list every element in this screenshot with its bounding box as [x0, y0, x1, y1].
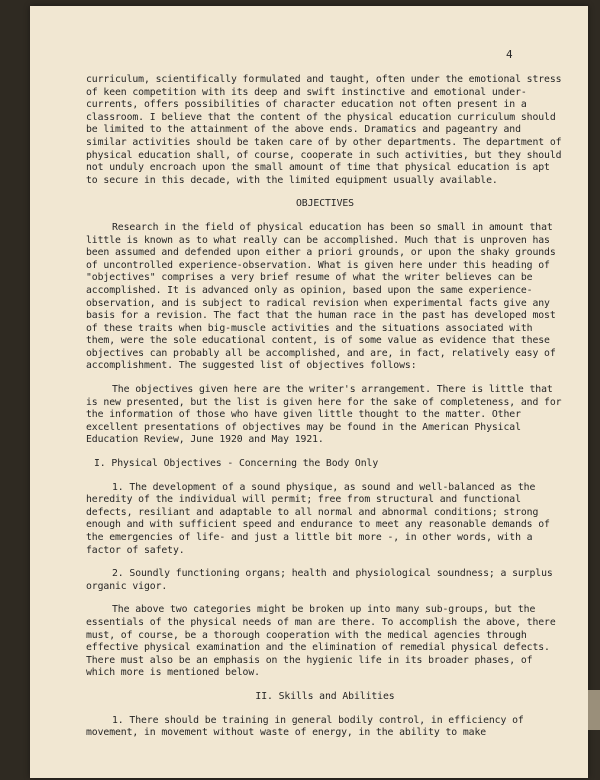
- section-heading-skills: II. Skills and Abilities: [255, 690, 395, 702]
- section-heading-objectives: OBJECTIVES: [296, 198, 354, 210]
- paragraph: The above two categories might be broken up into many sub-groups, but the essentials of the physical needs of man are there. To accomplish the above, there must, of course, be a thorough cooperation with the medical agencies through effective physical examination and the elimination of remedial physical defects. There must also be an emphasis on the hygienic life in its broader phases, of which more is mentioned below.: [86, 604, 556, 679]
- paragraph: Research in the field of physical education has been so small in amount that little is known as to what really can be accomplished. Much that is unproven has been assumed and defended upon either a priori grounds, or upon the shaky grounds of uncontrolled experience-observation. What is given here under this heading of "objectives" comprises a very brief resume of what the writer believes can be accomplished. It is advanced only as opinion, based upon the same experience-observation, and is subject to radical revision when experimental facts give any basis for a revision. The fact that the human race in the past has developed most of these traits when big-muscle activities and the situations associated with them, were the sole educational content, is of some value as evidence that these objectives can probably all be accomplished, and are, in fact, relatively easy of accomplishment. The suggested list of objectives follows:: [86, 221, 556, 372]
- page-number: 4: [506, 48, 513, 61]
- paragraph: The objectives given here are the writer's arrangement. There is little that is new presented, but the list is given here for the sake of completeness, and for the information of those who have given little thought to the matter. Other excellent presentations of objectives may be found in the American Physical Education Review, June 1920 and May 1921.: [86, 384, 562, 446]
- list-item: 1. The development of a sound physique, as sound and well-balanced as the heredity of the individual will permit; free from structural and functional defects, resiliant and adaptable to all normal and abnormal conditions; strong enough and with sufficient speed and endurance to meet any reasonable demands of the emergencies of life- and just a little bit more -, in other words, with a factor of safety.: [86, 481, 550, 556]
- document-page: [30, 6, 588, 778]
- adjacent-page-edge: [588, 690, 600, 730]
- page-body: [86, 74, 564, 751]
- list-item: 1. There should be training in general bodily control, in efficiency of movement, in movement without waste of energy, in the ability to make: [86, 714, 524, 739]
- paragraph: curriculum, scientifically formulated and taught, often under the emotional stress of keen competition with its deep and swift instinctive and emotional under-currents, offers possibilities of character education not often present in a classroom. I believe that the content of the physical education curriculum should be limited to the attainment of the above ends. Dramatics and pageantry and similar activities should be taken care of by other departments. The department of physical education shall, of course, cooperate in such activities, but they should not unduly encroach upon the small amount of time that physical education is apt to secure in this decade, with the limited equipment usually available.: [86, 74, 562, 186]
- list-item: 2. Soundly functioning organs; health and physiological soundness; a surplus organic vigor.: [86, 568, 553, 592]
- section-heading-physical: I. Physical Objectives - Concerning the Body Only: [94, 458, 379, 470]
